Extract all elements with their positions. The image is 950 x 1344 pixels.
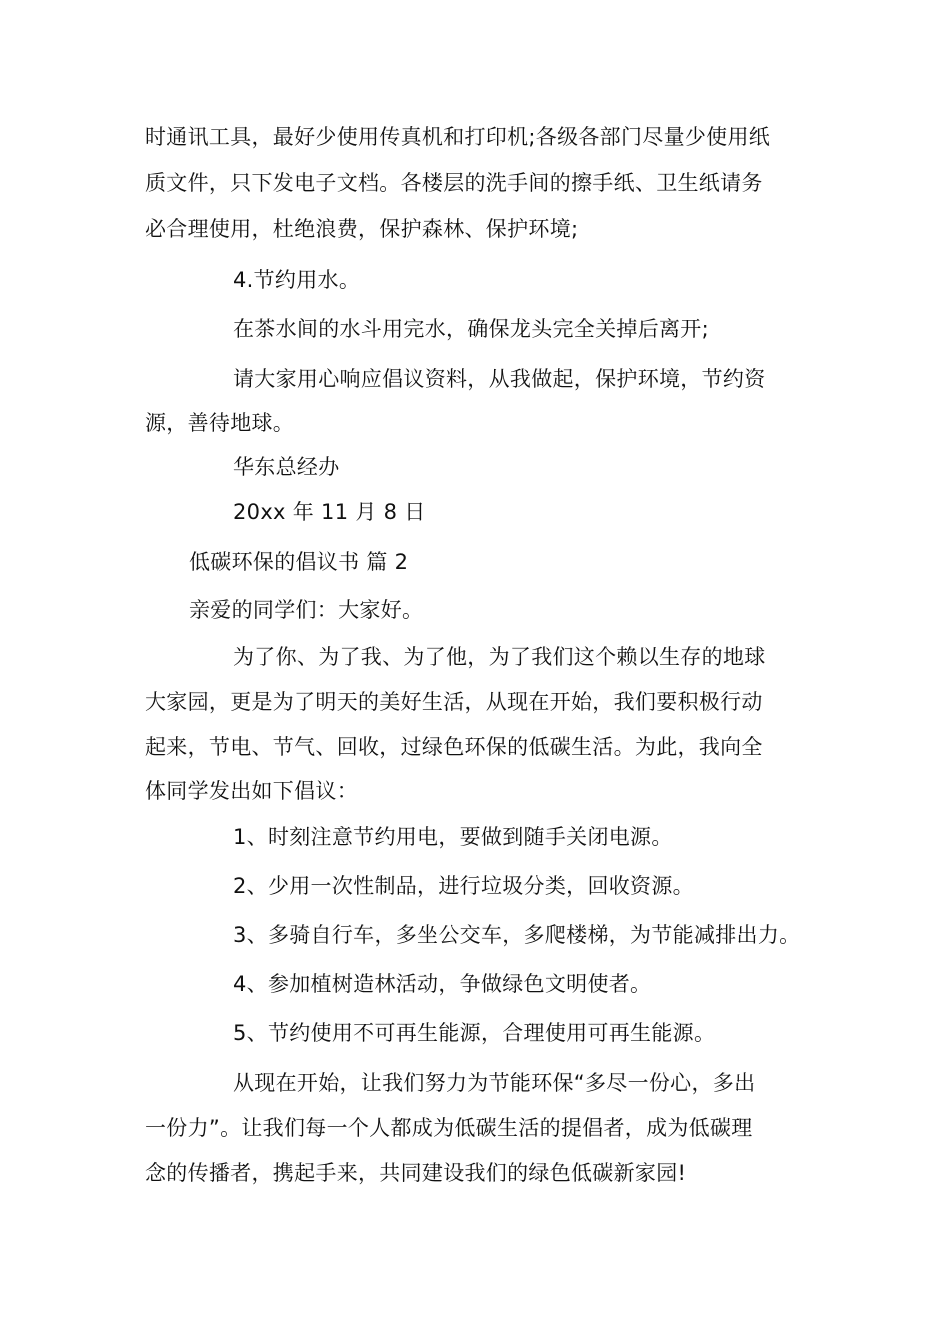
list-item: 3、多骑自行车，多坐公交车，多爬楼梯，为节能减排出力。 xyxy=(233,923,801,947)
salutation: 亲爱的同学们：大家好。 xyxy=(189,598,424,622)
signature-date: 20xx 年 11 月 8 日 xyxy=(233,500,426,524)
paragraph-line: 时通讯工具，最好少使用传真机和打印机;各级各部门尽量少使用纸 xyxy=(145,125,771,149)
paragraph-line: 一份力”。让我们每一个人都成为低碳生活的提倡者，成为低碳理 xyxy=(145,1116,753,1140)
article-title: 低碳环保的倡议书 篇 2 xyxy=(189,550,409,574)
paragraph-line: 起来，节电、节气、回收，过绿色环保的低碳生活。为此，我向全 xyxy=(145,735,763,759)
paragraph-line: 为了你、为了我、为了他，为了我们这个赖以生存的地球 xyxy=(233,645,766,669)
paragraph-line: 请大家用心响应倡议资料，从我做起，保护环境，节约资 xyxy=(233,367,766,391)
list-item: 2、少用一次性制品，进行垃圾分类，回收资源。 xyxy=(233,874,694,898)
list-item: 4、参加植树造林活动，争做绿色文明使者。 xyxy=(233,972,652,996)
paragraph-line: 在茶水间的水斗用完水，确保龙头完全关掉后离开; xyxy=(233,317,709,341)
list-item: 5、节约使用不可再生能源，合理使用可再生能源。 xyxy=(233,1021,716,1045)
paragraph-line: 体同学发出如下倡议： xyxy=(145,779,358,803)
paragraph-line: 大家园，更是为了明天的美好生活，从现在开始，我们要积极行动 xyxy=(145,690,763,714)
paragraph-line: 源，善待地球。 xyxy=(145,411,295,435)
paragraph-line: 必合理使用，杜绝浪费，保护森林、保护环境; xyxy=(145,217,579,241)
paragraph-line: 质文件，只下发电子文档。各楼层的洗手间的擦手纸、卫生纸请务 xyxy=(145,171,763,195)
signature-org: 华东总经办 xyxy=(233,455,340,479)
section-heading: 4.节约用水。 xyxy=(233,268,361,292)
paragraph-line: 念的传播者，携起手来，共同建设我们的绿色低碳新家园! xyxy=(145,1161,687,1185)
list-item: 1、时刻注意节约用电，要做到随手关闭电源。 xyxy=(233,825,673,849)
paragraph-line: 从现在开始，让我们努力为节能环保“多尽一份心，多出 xyxy=(233,1071,756,1095)
